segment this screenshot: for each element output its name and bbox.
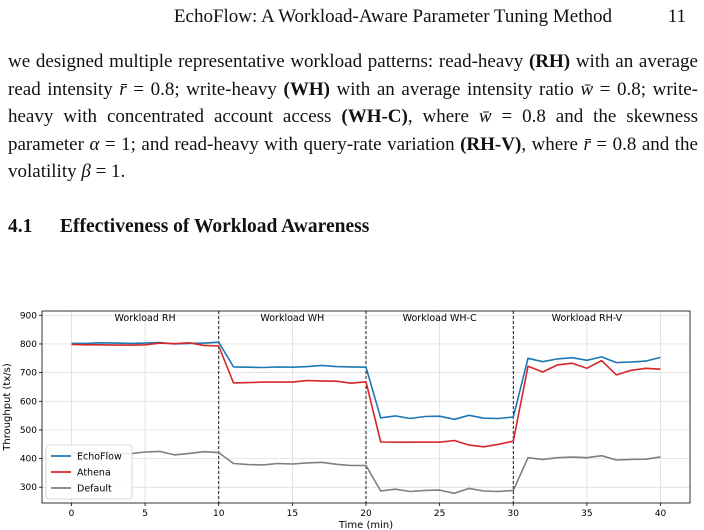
text-run: = 1; and read-heavy with query-rate variation <box>99 133 461 155</box>
y-tick-label: 300 <box>19 483 37 494</box>
phase-label: Workload RH-V <box>551 313 623 324</box>
label-wh: (WH) <box>283 78 330 100</box>
section-number: 4.1 <box>8 216 33 237</box>
y-tick-label: 400 <box>19 454 37 465</box>
text-run: with an average read intensity <box>8 51 698 100</box>
x-tick-label: 15 <box>286 509 299 519</box>
symbol-alpha: α <box>89 133 100 155</box>
symbol-wbar: w̄ <box>478 106 492 127</box>
symbol-rbar: r̄ <box>583 133 591 155</box>
label-whc: (WH-C) <box>341 106 408 127</box>
x-tick-label: 30 <box>507 509 519 519</box>
y-tick-label: 600 <box>19 397 37 408</box>
running-header <box>0 6 704 30</box>
x-tick-label: 35 <box>581 509 593 519</box>
x-tick-label: 0 <box>68 509 75 519</box>
y-tick-label: 800 <box>19 339 37 350</box>
running-title: EchoFlow: A Workload-Aware Parameter Tuning Method <box>173 6 612 27</box>
x-tick-label: 5 <box>142 509 148 519</box>
phase-label: Workload WH-C <box>402 313 477 324</box>
text-run: , where <box>521 133 584 155</box>
legend-label: Athena <box>77 467 111 479</box>
page-number: 11 <box>667 6 686 27</box>
throughput-chart <box>0 300 704 530</box>
text-run: with an average intensity ratio <box>329 78 581 100</box>
chart-legend <box>46 445 132 499</box>
symbol-rbar: r̄ <box>119 78 127 100</box>
phase-labels <box>115 313 623 324</box>
section-heading <box>8 216 369 238</box>
y-axis-label: Throughput (tx/s) <box>2 363 13 451</box>
label-rh: (RH) <box>528 51 571 72</box>
symbol-beta: β <box>81 161 91 182</box>
text-run: we designed multiple representative workload patterns: read-heavy <box>8 51 529 72</box>
y-tick-label: 500 <box>19 425 37 436</box>
x-axis-label: Time (min) <box>338 520 394 530</box>
body-paragraph <box>8 48 698 186</box>
x-tick-label: 20 <box>360 509 372 519</box>
text-run: = 0.8 and the volatility <box>8 133 698 182</box>
symbol-wbar: w̄ <box>580 78 594 100</box>
section-title: Effectiveness of Workload Awareness <box>60 216 370 237</box>
y-tick-label: 700 <box>19 368 37 379</box>
text-run: , where <box>407 106 479 127</box>
x-tick-label: 25 <box>433 509 446 519</box>
text-run: = 0.8; write-heavy with concentrated account access <box>8 78 698 127</box>
x-tick-label: 40 <box>654 509 667 519</box>
text-run: = 0.8; write-heavy <box>126 78 284 100</box>
y-tick-label: 900 <box>19 311 37 322</box>
text-run: = 1. <box>90 161 126 182</box>
phase-label: Workload RH <box>114 313 176 324</box>
text-run: = 0.8 and the skewness parameter <box>8 106 698 155</box>
x-tick-label: 10 <box>213 509 225 519</box>
label-rhv: (RH-V) <box>460 133 522 155</box>
phase-label: Workload WH <box>260 313 325 324</box>
legend-label: Default <box>77 483 112 495</box>
legend-label: EchoFlow <box>77 451 122 463</box>
